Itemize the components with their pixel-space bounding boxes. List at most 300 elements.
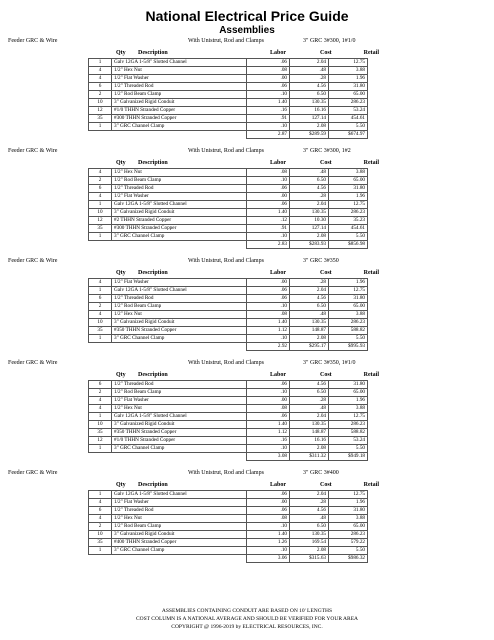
retail-cell: 286.23	[329, 531, 368, 539]
column-headers	[0, 478, 494, 490]
table-row	[89, 405, 368, 413]
retail-cell: 286.23	[329, 209, 368, 217]
retail-cell: 65.00	[329, 523, 368, 531]
total-row	[89, 453, 368, 461]
retail-cell: 65.00	[329, 177, 368, 185]
labor-cell: 1.12	[247, 327, 290, 335]
cost-cell: .48	[290, 169, 329, 177]
retail-cell: 65.00	[329, 389, 368, 397]
column-header-qty: Qty	[116, 270, 126, 276]
total-cost: $283.93	[290, 241, 329, 249]
retail-cell: 3.88	[329, 67, 368, 75]
cost-cell: .48	[290, 405, 329, 413]
labor-cell: .00	[247, 499, 290, 507]
description-cell: 1/2" Flat Washer	[112, 193, 247, 201]
table-row	[89, 523, 368, 531]
cost-cell: 6.50	[290, 523, 329, 531]
description-cell: 1/2" Hex Nut	[112, 67, 247, 75]
labor-cell: .06	[247, 59, 290, 67]
description-cell: 3" Galvanized Rigid Conduit	[112, 421, 247, 429]
section-category: Feeder GRC & Wire	[8, 148, 58, 154]
spacer	[112, 555, 247, 563]
labor-cell: .00	[247, 397, 290, 405]
assembly-section	[0, 36, 494, 139]
retail-cell: 286.23	[329, 319, 368, 327]
labor-cell: 1.12	[247, 429, 290, 437]
table-row	[89, 217, 368, 225]
qty-cell: 35	[89, 115, 112, 123]
total-retail: $674.97	[329, 131, 368, 139]
section-category: Feeder GRC & Wire	[8, 258, 58, 264]
table-row	[89, 389, 368, 397]
labor-cell: 1.40	[247, 319, 290, 327]
section-category: Feeder GRC & Wire	[8, 38, 58, 44]
retail-cell: 1.96	[329, 279, 368, 287]
description-cell: Galv 12GA 1-5/8" Slotted Channel	[112, 287, 247, 295]
retail-cell: 3.88	[329, 311, 368, 319]
section-detail: With Unistrut, Rod and Clamps	[188, 148, 264, 154]
table-row	[89, 209, 368, 217]
column-header-labor: Labor	[270, 482, 287, 488]
assembly-section	[0, 358, 494, 461]
labor-cell: .06	[247, 295, 290, 303]
description-cell: 1/2" Flat Washer	[112, 499, 247, 507]
labor-cell: .16	[247, 437, 290, 445]
labor-cell: .10	[247, 335, 290, 343]
labor-cell: .10	[247, 177, 290, 185]
qty-cell: 10	[89, 319, 112, 327]
description-cell: 1/2" Rod Beam Clamp	[112, 303, 247, 311]
spacer	[112, 241, 247, 249]
cost-cell: .28	[290, 279, 329, 287]
cost-cell: .28	[290, 397, 329, 405]
table-row	[89, 319, 368, 327]
labor-cell: .10	[247, 123, 290, 131]
table-row	[89, 437, 368, 445]
qty-cell: 12	[89, 437, 112, 445]
description-cell: 1/2" Threaded Rod	[112, 185, 247, 193]
description-cell: 3" GRC Channel Clamp	[112, 335, 247, 343]
cost-cell: 130.35	[290, 209, 329, 217]
description-cell: #350 THHN Stranded Copper	[112, 327, 247, 335]
description-cell: 1/2" Hex Nut	[112, 311, 247, 319]
retail-cell: 35.23	[329, 217, 368, 225]
retail-cell: 5.50	[329, 233, 368, 241]
qty-cell: 2	[89, 389, 112, 397]
total-retail: $856.98	[329, 241, 368, 249]
cost-cell: 148.87	[290, 429, 329, 437]
total-cost: $315.63	[290, 555, 329, 563]
cost-cell: 2.04	[290, 59, 329, 67]
retail-cell: 31.80	[329, 295, 368, 303]
table-row	[89, 177, 368, 185]
description-cell: #350 THHN Stranded Copper	[112, 429, 247, 437]
qty-cell: 2	[89, 523, 112, 531]
qty-cell: 4	[89, 193, 112, 201]
cost-cell: 10.30	[290, 217, 329, 225]
table-row	[89, 335, 368, 343]
table-row	[89, 429, 368, 437]
spacer	[89, 555, 112, 563]
table-row	[89, 201, 368, 209]
table-row	[89, 445, 368, 453]
description-cell: 1/2" Flat Washer	[112, 397, 247, 405]
retail-cell: 579.22	[329, 539, 368, 547]
cost-cell: 16.16	[290, 437, 329, 445]
labor-cell: .00	[247, 279, 290, 287]
cost-cell: 130.35	[290, 99, 329, 107]
column-header-retail: Retail	[363, 482, 379, 488]
retail-cell: 5.50	[329, 123, 368, 131]
column-header-retail: Retail	[363, 270, 379, 276]
retail-cell: 588.82	[329, 429, 368, 437]
description-cell: Galv 12GA 1-5/8" Slotted Channel	[112, 201, 247, 209]
qty-cell: 6	[89, 83, 112, 91]
description-cell: 1/2" Flat Washer	[112, 279, 247, 287]
description-cell: 3" Galvanized Rigid Conduit	[112, 209, 247, 217]
retail-cell: 3.88	[329, 405, 368, 413]
qty-cell: 1	[89, 335, 112, 343]
cost-cell: 6.50	[290, 303, 329, 311]
description-cell: #2 THHN Stranded Copper	[112, 217, 247, 225]
assembly-section	[0, 468, 494, 563]
qty-cell: 4	[89, 67, 112, 75]
section-detail: With Unistrut, Rod and Clamps	[188, 38, 264, 44]
cost-cell: 6.50	[290, 389, 329, 397]
assembly-table	[88, 58, 368, 139]
retail-cell: 31.80	[329, 83, 368, 91]
total-labor: 2.87	[247, 131, 290, 139]
labor-cell: .06	[247, 491, 290, 499]
qty-cell: 2	[89, 177, 112, 185]
cost-cell: 130.35	[290, 319, 329, 327]
table-row	[89, 303, 368, 311]
column-headers	[0, 266, 494, 278]
total-labor: 3.06	[247, 555, 290, 563]
section-category: Feeder GRC & Wire	[8, 470, 58, 476]
table-row	[89, 381, 368, 389]
retail-cell: 12.75	[329, 413, 368, 421]
retail-cell: 588.82	[329, 327, 368, 335]
description-cell: 1/2" Threaded Rod	[112, 83, 247, 91]
qty-cell: 10	[89, 421, 112, 429]
description-cell: Galv 12GA 1-5/8" Slotted Channel	[112, 59, 247, 67]
labor-cell: .06	[247, 83, 290, 91]
total-row	[89, 131, 368, 139]
table-row	[89, 279, 368, 287]
table-row	[89, 91, 368, 99]
qty-cell: 1	[89, 491, 112, 499]
assembly-section	[0, 146, 494, 249]
labor-cell: .10	[247, 389, 290, 397]
section-header	[0, 468, 494, 478]
section-code: 3" GRC 3#300, 1#2	[303, 148, 351, 154]
table-row	[89, 327, 368, 335]
table-row	[89, 515, 368, 523]
total-labor: 3.08	[247, 453, 290, 461]
labor-cell: .06	[247, 201, 290, 209]
qty-cell: 10	[89, 531, 112, 539]
description-cell: 3" Galvanized Rigid Conduit	[112, 319, 247, 327]
retail-cell: 12.75	[329, 491, 368, 499]
column-header-cost: Cost	[320, 270, 332, 276]
labor-cell: .08	[247, 311, 290, 319]
retail-cell: 454.61	[329, 115, 368, 123]
column-header-retail: Retail	[363, 372, 379, 378]
description-cell: 1/2" Hex Nut	[112, 169, 247, 177]
description-cell: 1/2" Rod Beam Clamp	[112, 91, 247, 99]
column-header-cost: Cost	[320, 372, 332, 378]
total-labor: 2.92	[247, 343, 290, 351]
total-row	[89, 241, 368, 249]
description-cell: 1/2" Hex Nut	[112, 405, 247, 413]
cost-cell: .48	[290, 67, 329, 75]
retail-cell: 31.80	[329, 185, 368, 193]
labor-cell: .06	[247, 413, 290, 421]
cost-cell: 2.08	[290, 233, 329, 241]
table-row	[89, 75, 368, 83]
description-cell: 3" GRC Channel Clamp	[112, 233, 247, 241]
labor-cell: .06	[247, 381, 290, 389]
table-row	[89, 421, 368, 429]
column-header-retail: Retail	[363, 160, 379, 166]
table-row	[89, 507, 368, 515]
labor-cell: .06	[247, 287, 290, 295]
labor-cell: .00	[247, 193, 290, 201]
column-header-labor: Labor	[270, 160, 287, 166]
cost-cell: .28	[290, 75, 329, 83]
table-row	[89, 311, 368, 319]
labor-cell: .10	[247, 445, 290, 453]
cost-cell: 2.04	[290, 491, 329, 499]
qty-cell: 35	[89, 429, 112, 437]
qty-cell: 1	[89, 123, 112, 131]
qty-cell: 10	[89, 209, 112, 217]
qty-cell: 4	[89, 169, 112, 177]
qty-cell: 35	[89, 225, 112, 233]
cost-cell: 2.08	[290, 123, 329, 131]
retail-cell: 5.50	[329, 335, 368, 343]
cost-cell: .48	[290, 515, 329, 523]
labor-cell: .91	[247, 225, 290, 233]
labor-cell: .10	[247, 303, 290, 311]
labor-cell: .91	[247, 115, 290, 123]
retail-cell: 31.80	[329, 381, 368, 389]
table-row	[89, 67, 368, 75]
cost-cell: 2.04	[290, 201, 329, 209]
spacer	[112, 131, 247, 139]
table-row	[89, 115, 368, 123]
cost-cell: 6.50	[290, 177, 329, 185]
description-cell: #400 THHN Stranded Copper	[112, 539, 247, 547]
spacer	[112, 453, 247, 461]
total-row	[89, 343, 368, 351]
qty-cell: 1	[89, 287, 112, 295]
section-detail: With Unistrut, Rod and Clamps	[188, 258, 264, 264]
cost-cell: 127.14	[290, 225, 329, 233]
retail-cell: 1.96	[329, 193, 368, 201]
qty-cell: 35	[89, 539, 112, 547]
column-header-labor: Labor	[270, 372, 287, 378]
table-row	[89, 83, 368, 91]
column-header-qty: Qty	[116, 50, 126, 56]
qty-cell: 10	[89, 99, 112, 107]
qty-cell: 1	[89, 201, 112, 209]
column-headers	[0, 368, 494, 380]
labor-cell: .12	[247, 217, 290, 225]
section-header	[0, 146, 494, 156]
description-cell: 1/2" Flat Washer	[112, 75, 247, 83]
column-headers	[0, 156, 494, 168]
table-row	[89, 107, 368, 115]
labor-cell: .10	[247, 523, 290, 531]
qty-cell: 1	[89, 233, 112, 241]
section-code: 3" GRC 3#350	[303, 258, 339, 264]
cost-cell: 4.56	[290, 295, 329, 303]
retail-cell: 1.96	[329, 397, 368, 405]
qty-cell: 1	[89, 59, 112, 67]
retail-cell: 286.23	[329, 421, 368, 429]
labor-cell: .08	[247, 515, 290, 523]
description-cell: Galv 12GA 1-5/8" Slotted Channel	[112, 491, 247, 499]
labor-cell: .08	[247, 67, 290, 75]
cost-cell: 130.35	[290, 531, 329, 539]
column-header-description: Description	[138, 50, 168, 56]
cost-cell: 4.56	[290, 507, 329, 515]
footer-line: COST COLUMN IS A NATIONAL AVERAGE AND SHOULD BE VERIFIED FOR YOUR AREA	[135, 616, 359, 622]
table-row	[89, 193, 368, 201]
description-cell: 3" GRC Channel Clamp	[112, 547, 247, 555]
spacer	[89, 343, 112, 351]
total-retail: $949.18	[329, 453, 368, 461]
retail-cell: 12.75	[329, 287, 368, 295]
qty-cell: 6	[89, 295, 112, 303]
page-footer	[0, 607, 494, 631]
section-category: Feeder GRC & Wire	[8, 360, 58, 366]
total-row	[89, 555, 368, 563]
labor-cell: 1.40	[247, 209, 290, 217]
cost-cell: 127.14	[290, 115, 329, 123]
cost-cell: 2.08	[290, 445, 329, 453]
table-row	[89, 233, 368, 241]
table-row	[89, 539, 368, 547]
qty-cell: 1	[89, 413, 112, 421]
cost-cell: 169.54	[290, 539, 329, 547]
column-header-description: Description	[138, 270, 168, 276]
table-row	[89, 499, 368, 507]
assembly-section	[0, 256, 494, 351]
column-header-description: Description	[138, 160, 168, 166]
retail-cell: 1.96	[329, 75, 368, 83]
section-header	[0, 256, 494, 266]
spacer	[112, 343, 247, 351]
labor-cell: .06	[247, 185, 290, 193]
page-subtitle: Assemblies	[219, 25, 275, 36]
labor-cell: .10	[247, 91, 290, 99]
total-cost: $311.32	[290, 453, 329, 461]
cost-cell: .28	[290, 193, 329, 201]
column-headers	[0, 46, 494, 58]
labor-cell: 1.40	[247, 531, 290, 539]
cost-cell: 2.08	[290, 335, 329, 343]
qty-cell: 12	[89, 217, 112, 225]
qty-cell: 1	[89, 547, 112, 555]
cost-cell: 4.56	[290, 381, 329, 389]
qty-cell: 4	[89, 499, 112, 507]
description-cell: 1/2" Threaded Rod	[112, 381, 247, 389]
cost-cell: 2.04	[290, 413, 329, 421]
description-cell: 1/2" Threaded Rod	[112, 295, 247, 303]
description-cell: 1/2" Rod Beam Clamp	[112, 389, 247, 397]
labor-cell: 1.26	[247, 539, 290, 547]
description-cell: #1/0 THHN Stranded Copper	[112, 437, 247, 445]
description-cell: #300 THHN Stranded Copper	[112, 225, 247, 233]
footer-line: COPYRIGHT @ 1996-2019 by ELECTRICAL RESOURCES, INC.	[171, 624, 323, 630]
cost-cell: 4.56	[290, 185, 329, 193]
retail-cell: 53.24	[329, 437, 368, 445]
table-row	[89, 99, 368, 107]
column-header-qty: Qty	[116, 482, 126, 488]
section-header	[0, 36, 494, 46]
description-cell: 3" GRC Channel Clamp	[112, 123, 247, 131]
retail-cell: 5.50	[329, 445, 368, 453]
description-cell: Galv 12GA 1-5/8" Slotted Channel	[112, 413, 247, 421]
cost-cell: 4.56	[290, 83, 329, 91]
description-cell: #1/0 THHN Stranded Copper	[112, 107, 247, 115]
column-header-labor: Labor	[270, 50, 287, 56]
cost-cell: .48	[290, 311, 329, 319]
total-labor: 2.83	[247, 241, 290, 249]
cost-cell: 6.50	[290, 91, 329, 99]
qty-cell: 4	[89, 75, 112, 83]
table-row	[89, 59, 368, 67]
retail-cell: 454.61	[329, 225, 368, 233]
cost-cell: .28	[290, 499, 329, 507]
description-cell: 1/2" Threaded Rod	[112, 507, 247, 515]
total-retail: $995.93	[329, 343, 368, 351]
section-detail: With Unistrut, Rod and Clamps	[188, 360, 264, 366]
assembly-table	[88, 168, 368, 249]
page-title: National Electrical Price Guide	[145, 8, 349, 24]
retail-cell: 31.80	[329, 507, 368, 515]
labor-cell: .10	[247, 233, 290, 241]
column-header-qty: Qty	[116, 372, 126, 378]
spacer	[89, 241, 112, 249]
section-code: 3" GRC 3#300, 1#1/0	[303, 38, 356, 44]
qty-cell: 6	[89, 381, 112, 389]
qty-cell: 4	[89, 397, 112, 405]
section-header	[0, 358, 494, 368]
spacer	[89, 131, 112, 139]
section-code: 3" GRC 3#350, 1#1/0	[303, 360, 356, 366]
qty-cell: 35	[89, 327, 112, 335]
table-row	[89, 413, 368, 421]
labor-cell: 1.40	[247, 99, 290, 107]
table-row	[89, 123, 368, 131]
qty-cell: 2	[89, 91, 112, 99]
description-cell: 3" Galvanized Rigid Conduit	[112, 531, 247, 539]
retail-cell: 65.00	[329, 303, 368, 311]
table-row	[89, 547, 368, 555]
retail-cell: 286.23	[329, 99, 368, 107]
retail-cell: 3.88	[329, 515, 368, 523]
spacer	[89, 453, 112, 461]
column-header-qty: Qty	[116, 160, 126, 166]
column-header-cost: Cost	[320, 160, 332, 166]
retail-cell: 1.96	[329, 499, 368, 507]
column-header-description: Description	[138, 482, 168, 488]
retail-cell: 5.50	[329, 547, 368, 555]
